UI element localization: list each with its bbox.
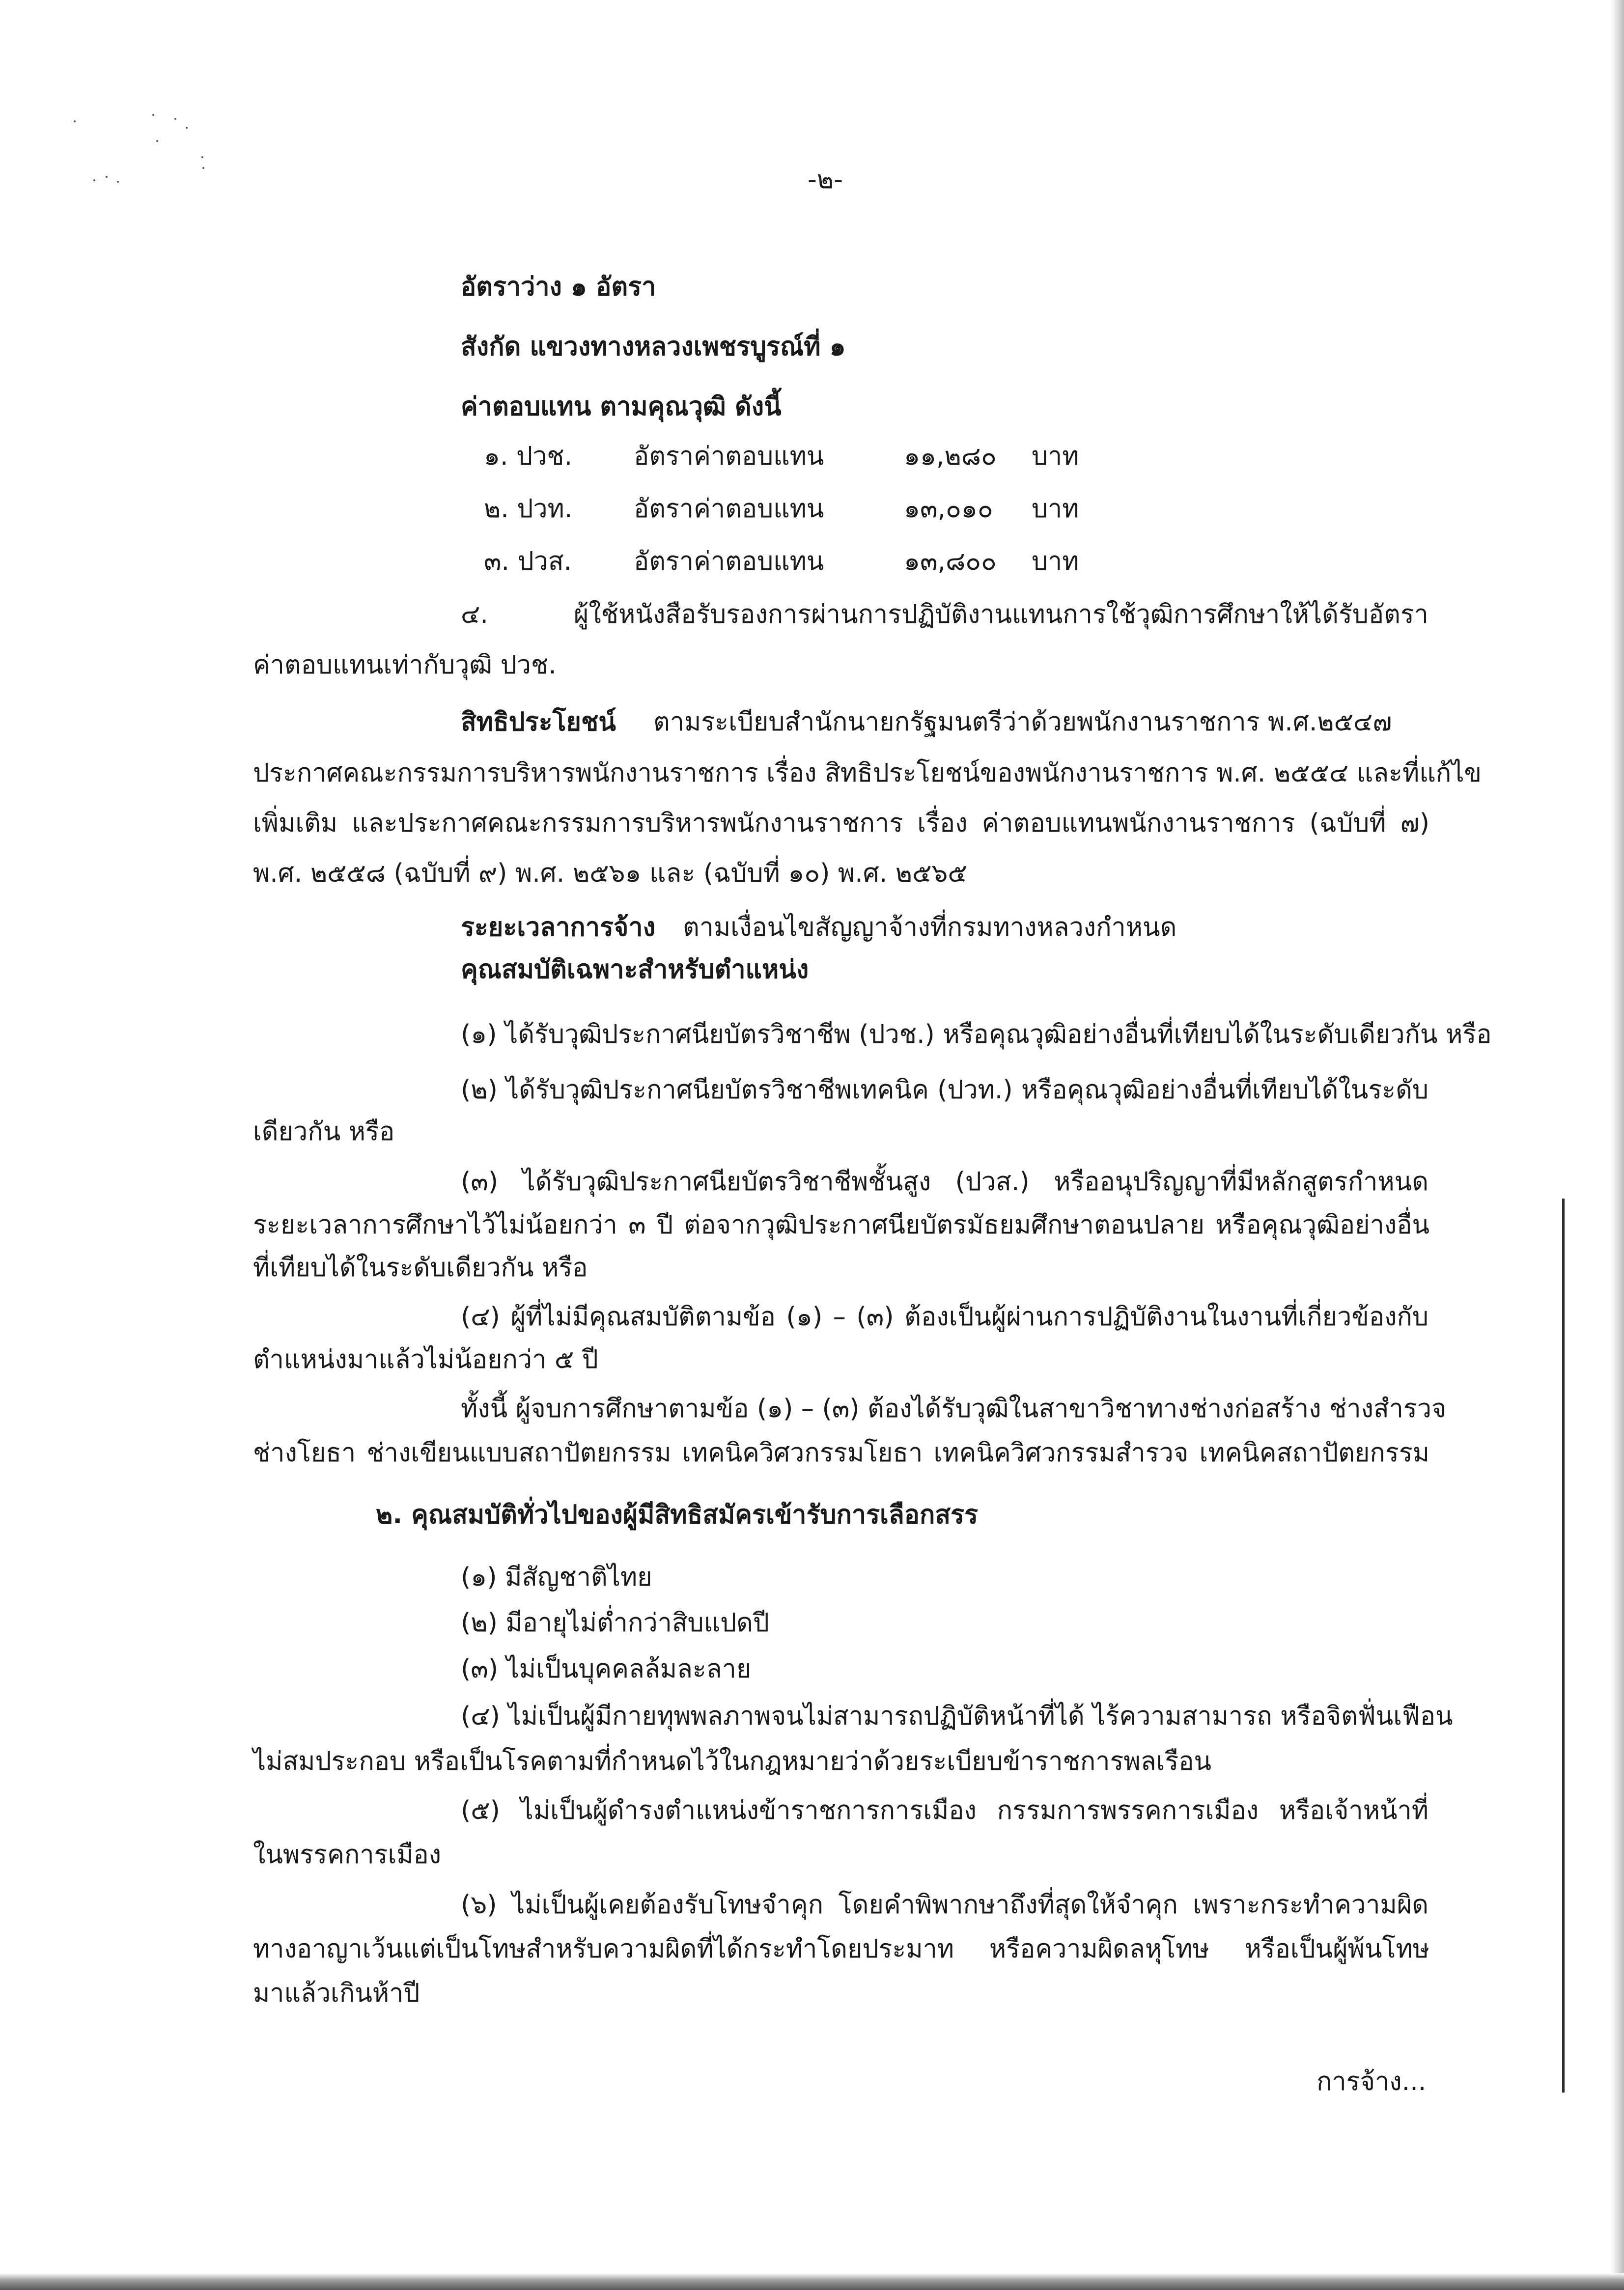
general-item: ไม่สมประกอบ หรือเป็นโรคตามที่กำหนดไว้ในกฎหมายว่าด้วยระเบียบข้าราชการพลเรือน — [253, 1747, 1212, 1776]
rate-note-line: ๔. ผู้ใช้หนังสือรับรองการผ่านการปฏิบัติงานแทนการใช้วุฒิการศึกษาให้ได้รับอัตรา — [461, 600, 1428, 629]
general-item: (๖) ไม่เป็นผู้เคยต้องรับโทษจำคุก โดยคำพิพากษาถึงที่สุดให้จำคุก เพราะกระทำความผิด — [461, 1890, 1428, 1920]
pay-rate-level: ๒. ปวท. — [484, 494, 573, 524]
qualification-item: (๓) ได้รับวุฒิประกาศนียบัตรวิชาชีพชั้นสูง (ปวส.) หรืออนุปริญญาที่มีหลักสูตรกำหนด — [461, 1167, 1428, 1197]
scan-speck — [174, 118, 176, 120]
scan-speck — [152, 114, 154, 116]
general-item: ในพรรคการเมือง — [253, 1840, 442, 1870]
pay-rate-label: อัตราค่าตอบแทน — [634, 547, 824, 576]
benefits-line: ตามระเบียบสำนักนายกรัฐมนตรีว่าด้วยพนักงานราชการ พ.ศ.๒๕๔๗ — [653, 707, 1392, 737]
scan-bottom-shadow — [0, 2273, 1624, 2290]
continuation-text: การจ้าง... — [1316, 2067, 1427, 2096]
pay-rate-unit: บาท — [1032, 442, 1079, 471]
general-item: (๒) มีอายุไม่ต่ำกว่าสิบแปดปี — [461, 1608, 769, 1638]
qualification-item: (๒) ได้รับวุฒิประกาศนียบัตรวิชาชีพเทคนิค (ปวท.) หรือคุณวุฒิอย่างอื่นที่เทียบได้ในระดับ — [461, 1075, 1428, 1105]
pay-rate-amount: ๑๓,๘๐๐ — [904, 547, 997, 576]
general-item: (๔) ไม่เป็นผู้มีกายทุพพลภาพจนไม่สามารถปฏิบัติหน้าที่ได้ ไร้ความสามารถ หรือจิตฟั่นเฟือน — [461, 1702, 1453, 1731]
general-item: (๕) ไม่เป็นผู้ดำรงตำแหน่งข้าราชการการเมือง กรรมการพรรคการเมือง หรือเจ้าหน้าที่ — [461, 1796, 1428, 1825]
benefits-line: พ.ศ. ๒๕๕๘ (ฉบับที่ ๙) พ.ศ. ๒๕๖๑ และ (ฉบับที่ ๑๐) พ.ศ. ๒๕๖๕ — [253, 859, 967, 888]
qualification-item: (๑) ได้รับวุฒิประกาศนียบัตรวิชาชีพ (ปวช.) หรือคุณวุฒิอย่างอื่นที่เทียบได้ในระดับเดียวกัน หรือ — [461, 1020, 1492, 1049]
scan-speck — [74, 120, 76, 122]
scan-speck — [156, 140, 158, 142]
qualification-item: (๔) ผู้ที่ไม่มีคุณสมบัติตามข้อ (๑) – (๓) ต้องเป็นผู้ผ่านการปฏิบัติงานในงานที่เกี่ยวข้องกับ — [461, 1302, 1428, 1332]
scan-speck — [186, 127, 188, 129]
vacancy-line: อัตราว่าง ๑ อัตรา — [461, 272, 656, 302]
employment-period-label: ระยะเวลาการจ้าง — [461, 913, 655, 942]
pay-rate-unit: บาท — [1032, 494, 1079, 524]
scan-speck — [202, 167, 204, 169]
scan-speck — [201, 156, 203, 158]
general-item: ทางอาญาเว้นแต่เป็นโทษสำหรับความผิดที่ได้กระทำโดยประมาท หรือความผิดลหุโทษ หรือเป็นผู้พ้นโทษ — [253, 1934, 1429, 1964]
scan-speck — [93, 179, 95, 181]
general-item: (๓) ไม่เป็นบุคคลล้มละลาย — [461, 1654, 752, 1684]
benefits-line: ประกาศคณะกรรมการบริหารพนักงานราชการ เรื่อง สิทธิประโยชน์ของพนักงานราชการ พ.ศ. ๒๕๕๔ และที่แก้ไข — [253, 758, 1482, 788]
benefits-label: สิทธิประโยชน์ — [461, 707, 616, 737]
qualification-item: เดียวกัน หรือ — [253, 1117, 395, 1146]
pay-rate-amount: ๑๑,๒๘๐ — [904, 442, 997, 471]
pay-rate-unit: บาท — [1032, 547, 1079, 576]
compensation-heading: ค่าตอบแทน ตามคุณวุฒิ ดังนี้ — [461, 392, 782, 421]
scan-speck — [106, 176, 108, 178]
pay-rate-label: อัตราค่าตอบแทน — [634, 442, 824, 471]
pay-rate-label: อัตราค่าตอบแทน — [634, 494, 824, 524]
rate-note-line: ค่าตอบแทนเท่ากับวุฒิ ปวช. — [253, 650, 557, 680]
qualification-item: ตำแหน่งมาแล้วไม่น้อยกว่า ๕ ปี — [253, 1345, 598, 1374]
benefits-line: เพิ่มเติม และประกาศคณะกรรมการบริหารพนักงานราชการ เรื่อง ค่าตอบแทนพนักงานราชการ (ฉบับที่ ๗) — [253, 809, 1429, 838]
qualifications-heading: คุณสมบัติเฉพาะสำหรับตำแหน่ง — [461, 955, 809, 984]
scan-speck — [117, 181, 119, 183]
general-heading: ๒. คุณสมบัติทั่วไปของผู้มีสิทธิสมัครเข้ารับการเลือกสรร — [376, 1500, 979, 1530]
pay-rate-level: ๑. ปวช. — [484, 442, 573, 471]
qualification-item: ที่เทียบได้ในระดับเดียวกัน หรือ — [253, 1253, 588, 1283]
general-item: มาแล้วเกินห้าปี — [253, 1979, 420, 2008]
general-item: (๑) มีสัญชาติไทย — [461, 1563, 652, 1592]
scan-right-shadow — [1611, 0, 1624, 2290]
employment-period-text: ตามเงื่อนไขสัญญาจ้างที่กรมทางหลวงกำหนด — [683, 913, 1177, 942]
affiliation-line: สังกัด แขวงทางหลวงเพชรบูรณ์ที่ ๑ — [461, 332, 846, 362]
qualification-item: ระยะเวลาการศึกษาไว้ไม่น้อยกว่า ๓ ปี ต่อจากวุฒิประกาศนียบัตรมัธยมศึกษาตอนปลาย หรือคุณวุฒิอย่างอื่น — [253, 1210, 1429, 1240]
pay-rate-amount: ๑๓,๐๑๐ — [904, 494, 993, 524]
page-number: -๒- — [808, 165, 843, 195]
pay-rate-level: ๓. ปวส. — [484, 547, 572, 576]
qualification-item: ช่างโยธา ช่างเขียนแบบสถาปัตยกรรม เทคนิควิศวกรรมโยธา เทคนิควิศวกรรมสำรวจ เทคนิคสถาปัตยกรรม — [253, 1438, 1429, 1468]
qualification-item: ทั้งนี้ ผู้จบการศึกษาตามข้อ (๑) – (๓) ต้องได้รับวุฒิในสาขาวิชาทางช่างก่อสร้าง ช่างสำรวจ — [461, 1394, 1447, 1424]
scan-edge-line — [1562, 1199, 1565, 2093]
